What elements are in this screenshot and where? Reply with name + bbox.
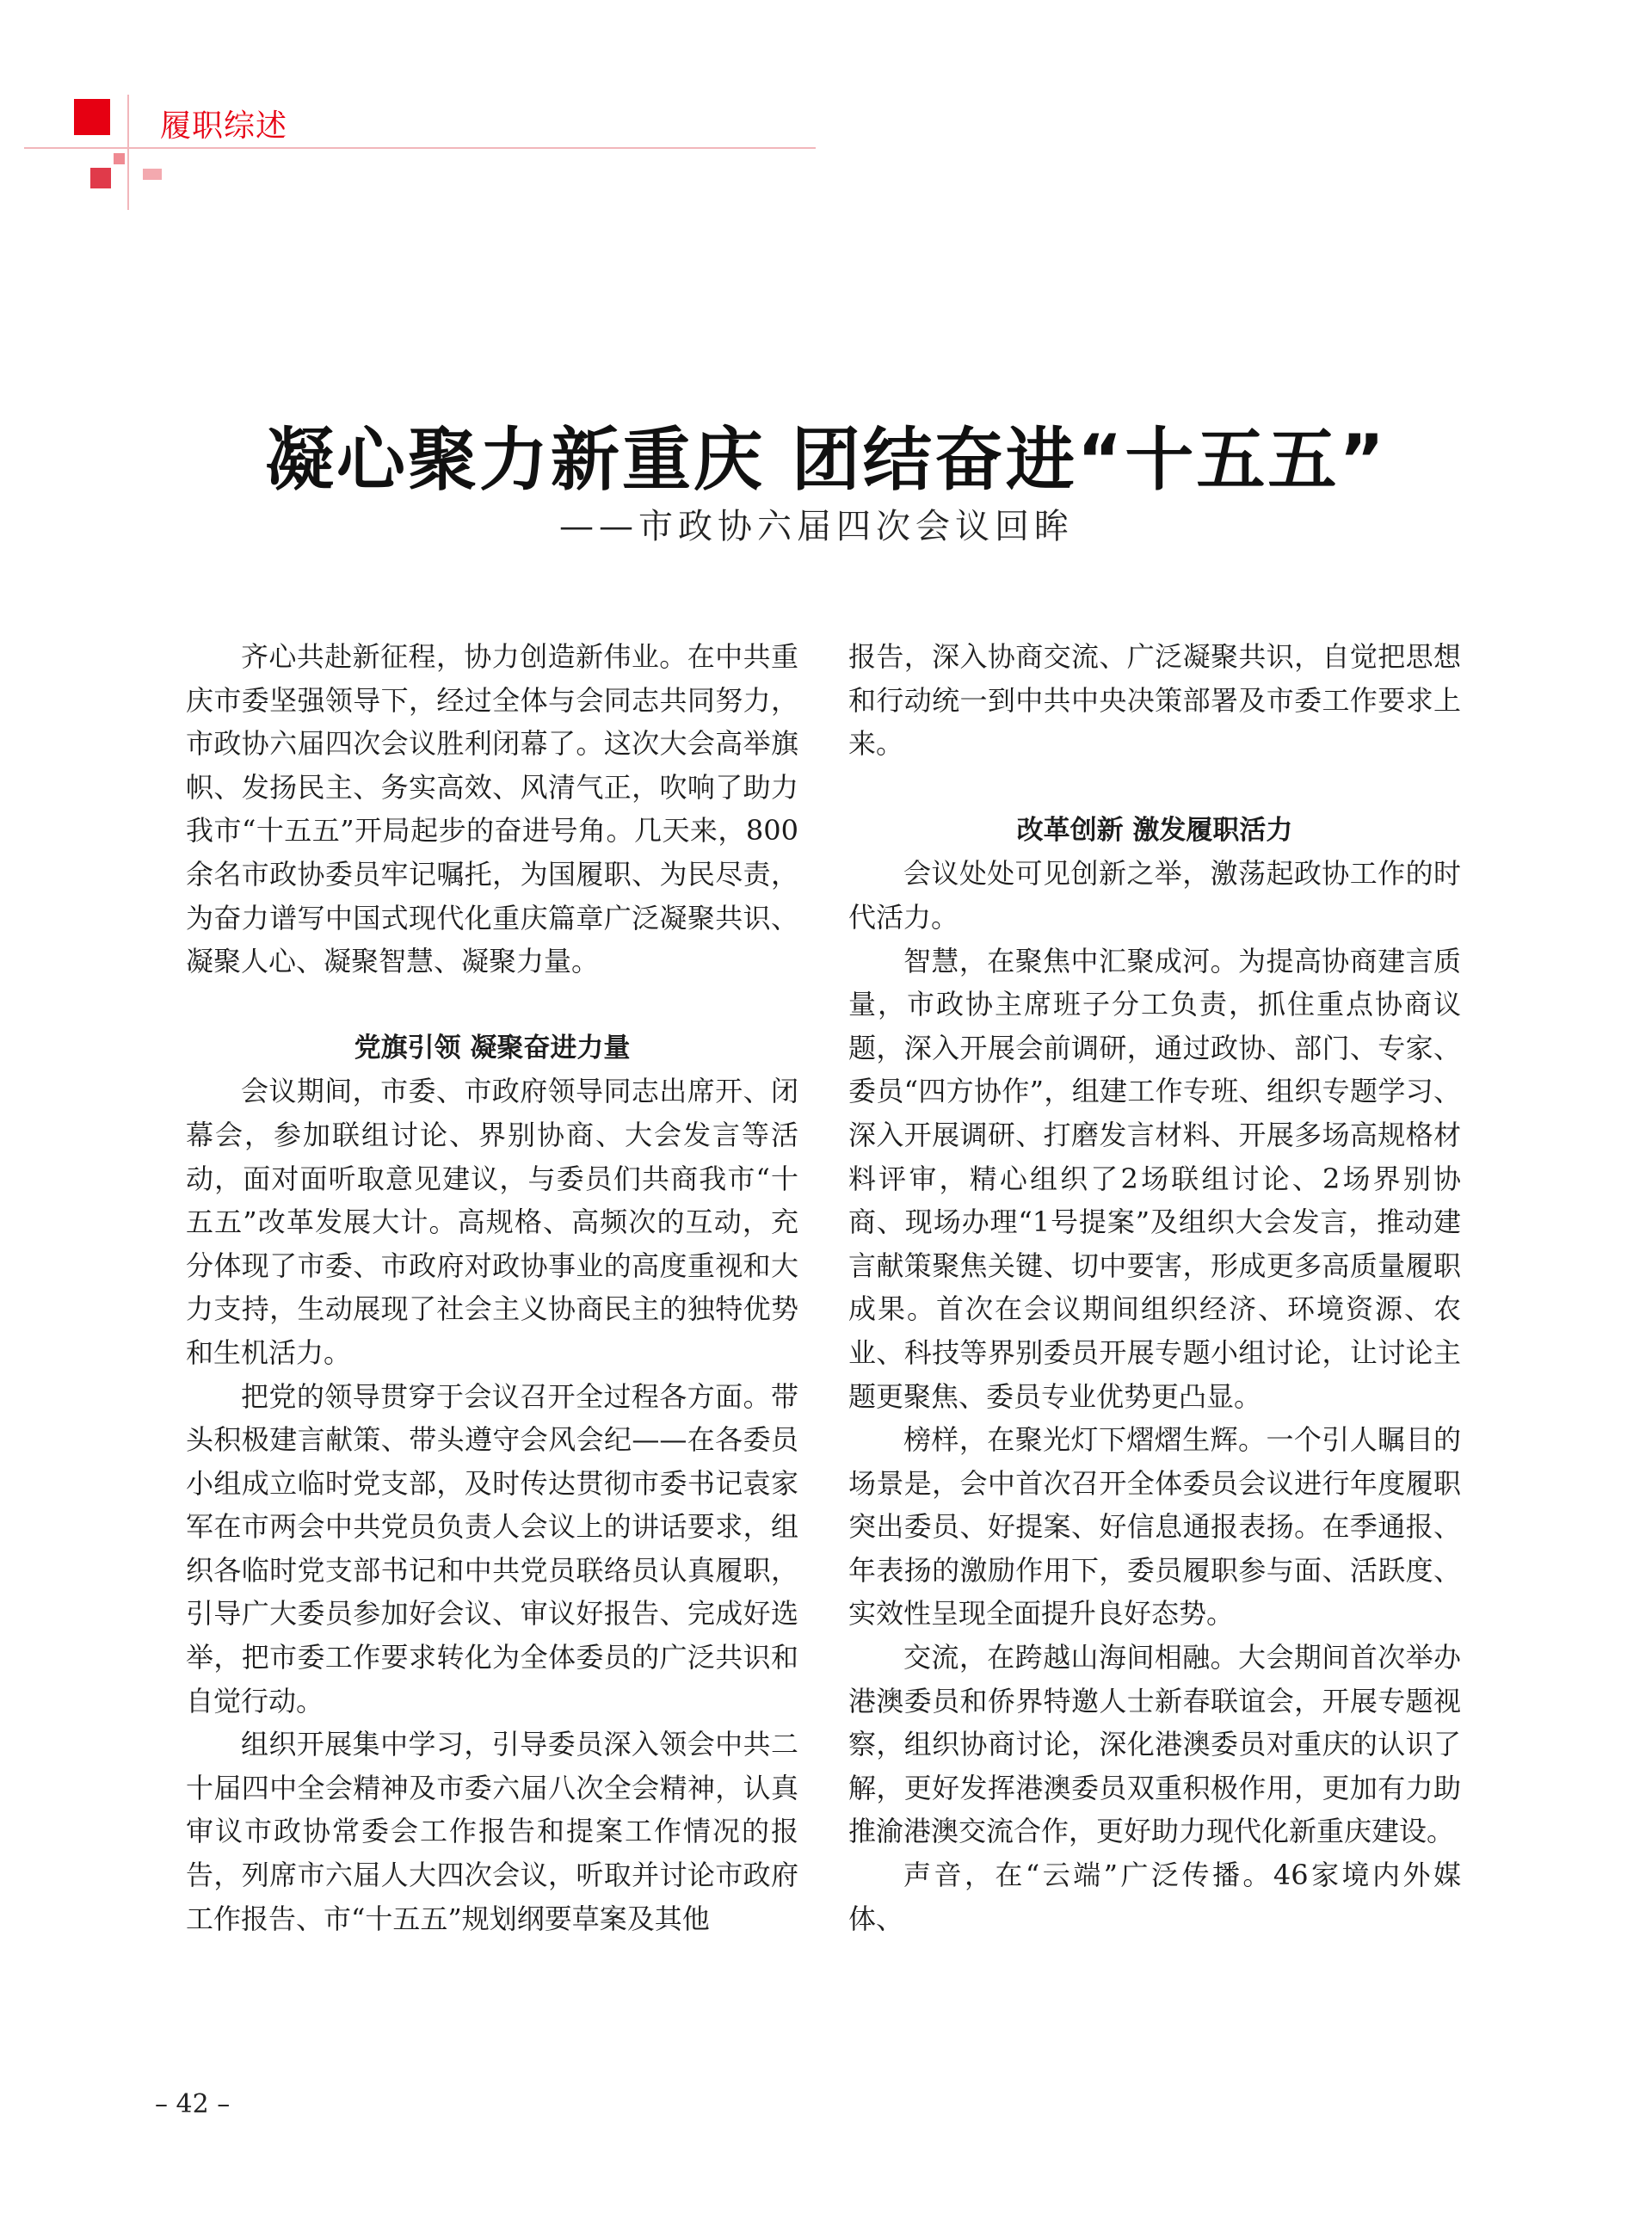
section-gap (186, 984, 798, 1027)
article-subtitle: ——市政协六届四次会议回眸 (559, 507, 1074, 546)
header-rect-light (143, 169, 162, 180)
paragraph: 会议期间，市委、市政府领导同志出席开、闭幕会，参加联组讨论、界别协商、大会发言等活动，面对面听取意见建议，与委员们共商我市“十五五”改革发展大计。高规格、高频次的互动，充分体现了市委、市政府对政协事业的高度重视和大力支持，生动展现了社会主义协商民主的独特优势和生机活力。 (186, 1075, 798, 1369)
section-gap (848, 766, 1461, 809)
paragraph: 会议处处可见创新之举，激荡起政协工作的时代活力。 (848, 857, 1461, 934)
article-title: 凝心聚力新重庆 团结奋进“十五五” (264, 420, 1387, 500)
paragraph: 齐心共赴新征程，协力创造新伟业。在中共重庆市委坚强领导下，经过全体与会同志共同努力，市政协六届四次会议胜利闭幕了。这次大会高举旗帜、发扬民主、务实高效、风清气正，吹响了助力我市“十五五”开局起步的奋进号角。几天来，800余名市政协委员牢记嘱托，为国履职、为民尽责，为奋力谱写中国式现代化重庆篇章广泛凝聚共识、凝聚人心、凝聚智慧、凝聚力量。 (186, 640, 798, 978)
paragraph: 报告，深入协商交流、广泛凝聚共识，自觉把思想和行动统一到中共中央决策部署及市委工作要求上来。 (848, 640, 1461, 761)
header-square-large (74, 99, 110, 135)
header-square-tiny (114, 153, 125, 164)
paragraph: 榜样，在聚光灯下熠熠生辉。一个引人瞩目的场景是，会中首次召开全体委员会议进行年度履职突出委员、好提案、好信息通报表扬。在季通报、年表扬的激励作用下，委员履职参与面、活跃度、实效性呈现全面提升良好态势。 (848, 1423, 1461, 1631)
header-rule-vertical (127, 95, 129, 210)
paragraph: 声音，在“云端”广泛传播。46家境内外媒体、 (848, 1859, 1461, 1935)
page-number: – 42 – (155, 2089, 231, 2119)
section-heading: 党旗引领 凝聚奋进力量 (354, 1032, 631, 1064)
left-column (186, 635, 798, 1940)
paragraph: 组织开展集中学习，引导委员深入领会中共二十届四中全会精神及市委六届八次全会精神，认真审议市政协常委会工作报告和提案工作情况的报告，列席市六届人大四次会议，听取并讨论市政府工作报告、市“十五五”规划纲要草案及其他 (186, 1728, 798, 1935)
paragraph: 把党的领导贯穿于会议召开全过程各方面。带头积极建言献策、带头遵守会风会纪——在各委员小组成立临时党支部，及时传达贯彻市委书记袁家军在市两会中共党员负责人会议上的讲话要求，组织各临时党支部书记和中共党员联络员认真履职，引导广大委员参加好会议、审议好报告、完成好选举，把市委工作要求转化为全体委员的广泛共识和自觉行动。 (186, 1379, 798, 1717)
paragraph: 智慧，在聚焦中汇聚成河。为提高协商建言质量，市政协主席班子分工负责，抓住重点协商议题，深入开展会前调研，通过政协、部门、专家、委员“四方协作”，组建工作专班、组织专题学习、深入开展调研、打磨发言材料、开展多场高规格材料评审，精心组织了2场联组讨论、2场界别协商、现场办理“1号提案”及组织大会发言，推动建言献策聚焦关键、切中要害，形成更多高质量履职成果。首次在会议期间组织经济、环境资源、农业、科技等界别委员开展专题小组讨论，让讨论主题更聚焦、委员专业优势更凸显。 (848, 944, 1461, 1413)
header-square-small (90, 168, 111, 188)
section-label: 履职综述 (160, 108, 288, 144)
paragraph: 交流，在跨越山海间相融。大会期间首次举办港澳委员和侨界特邀人士新春联谊会，开展专题视察，组织协商讨论，深化港澳委员对重庆的认识了解，更好发挥港澳委员双重积极作用，更加有力助推渝港澳交流合作，更好助力现代化新重庆建设。 (848, 1641, 1461, 1848)
right-column (848, 635, 1461, 1940)
header-rule-horizontal (24, 147, 816, 149)
section-heading: 改革创新 激发履职活力 (1016, 814, 1293, 846)
